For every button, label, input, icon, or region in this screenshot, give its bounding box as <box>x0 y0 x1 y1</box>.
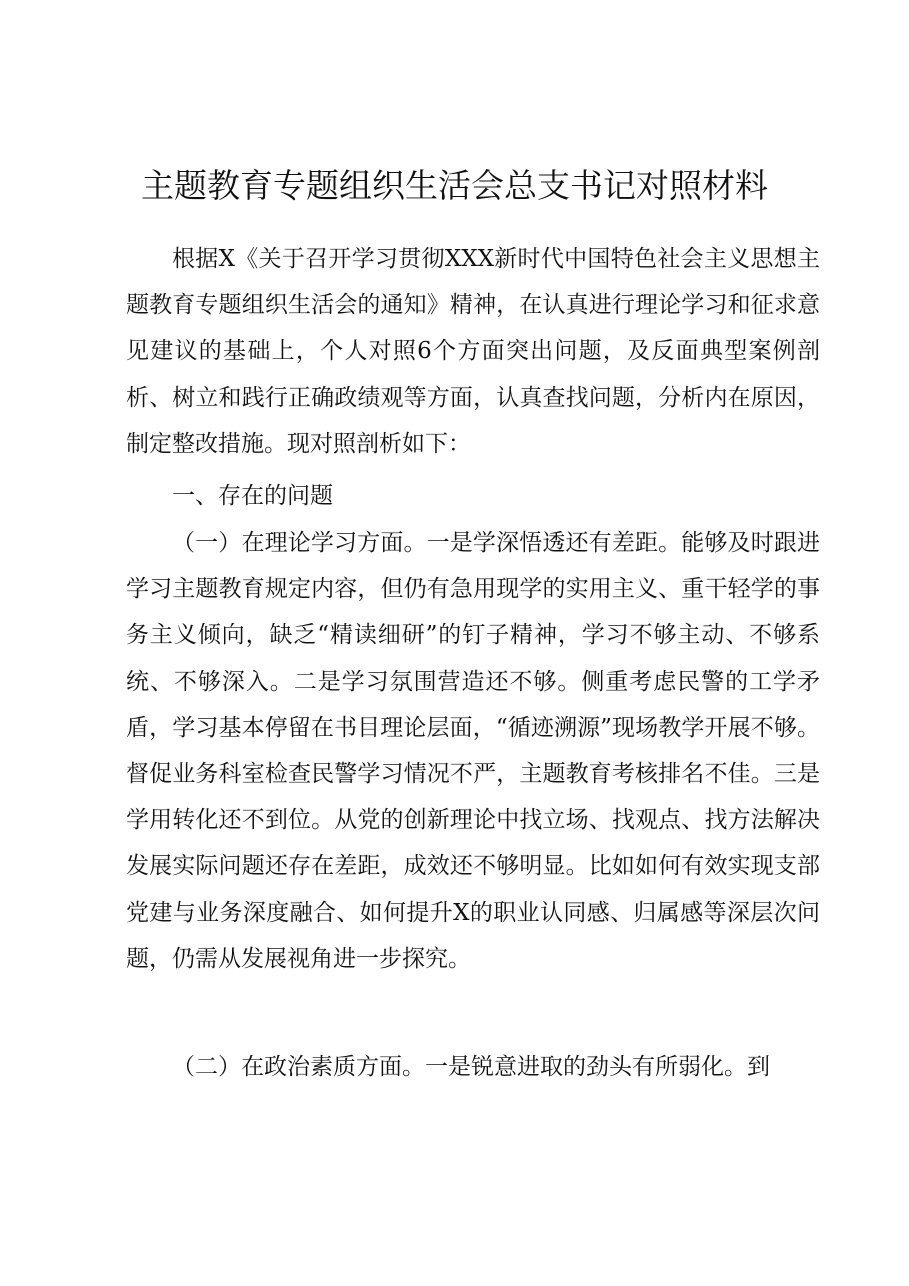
intro-block <box>126 236 820 467</box>
theory-study-paragraph: （一）在理论学习方面。一是学深悟透还有差距。能够及时跟进学习主题教育规定内容，但仍有急用现学的实用主义、重干轻学的事务主义倾向，缺乏“精读细研”的钉子精神，学习不够主动、不够系统、不够深入。二是学习氛围营造还不够。侧重考虑民警的工学矛盾，学习基本停留在书目理论层面，“循迹溯源”现场教学开展不够。督促业务科室检查民警学习情况不严，主题教育考核排名不佳。三是学用转化还不到位。从党的创新理论中找立场、找观点、找方法解决发展实际问题还存在差距，成效还不够明显。比如如何有效实现支部党建与业务深度融合、如何提升X的职业认同感、归属感等深层次问题，仍需从发展视角进一步探究。 <box>126 530 820 972</box>
theory-study-block <box>126 520 820 982</box>
document-title: 主题教育专题组织生活会总支书记对照材料 <box>141 166 768 205</box>
political-quality-block <box>126 1044 820 1090</box>
intro-paragraph: 根据X《关于召开学习贯彻XXX新时代中国特色社会主义思想主题教育专题组织生活会的通知》精神，在认真进行理论学习和征求意见建议的基础上，个人对照6个方面突出问题，及反面典型案例剖析、树立和践行正确政绩观等方面，认真查找问题，分析内在原因，制定整改措施。现对照剖析如下： <box>126 246 820 457</box>
political-quality-paragraph: （二）在政治素质方面。一是锐意进取的劲头有所弱化。到 <box>172 1054 770 1080</box>
section-heading-block <box>126 473 820 519</box>
section-heading: 一、存在的问题 <box>172 483 333 509</box>
